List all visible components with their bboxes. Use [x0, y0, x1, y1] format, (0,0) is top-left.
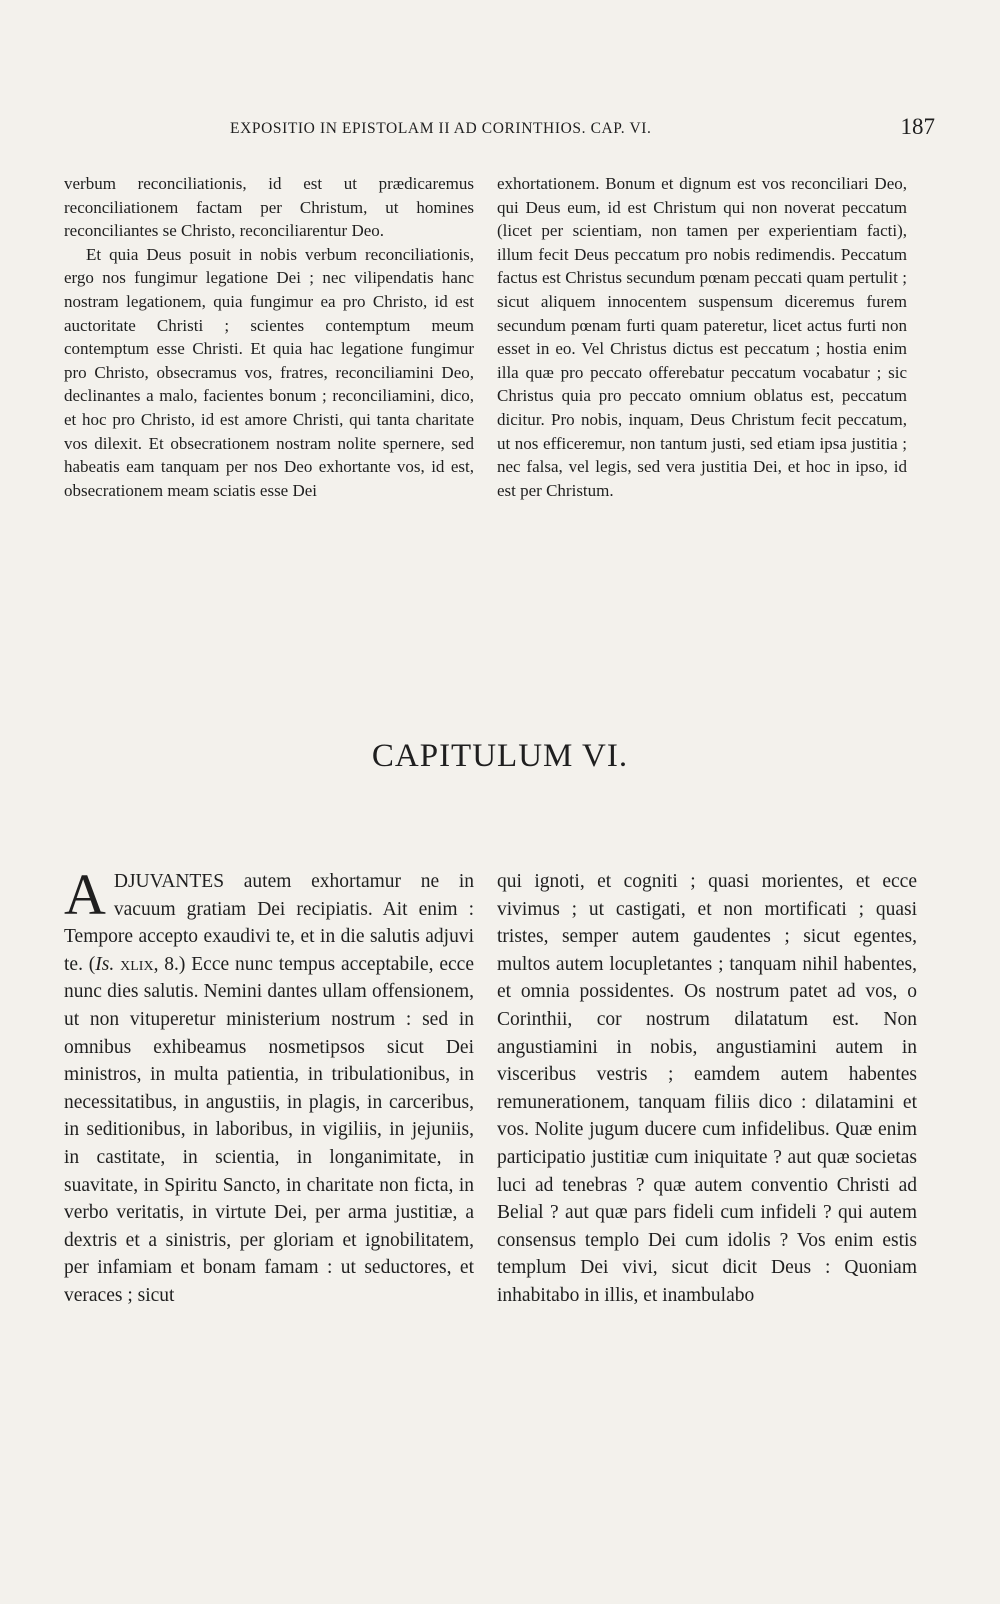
- commentary-paragraph: exhortationem. Bonum et dignum est vos reconciliari Deo, qui Deus eum, id est Christum qui non noverat peccatum (licet per scientiam, non tamen per experientiam facti), illum fecit Deus peccatum pro nobis redimendis. Peccatum factus est Christus secundum pœnam peccati quam pertulit ; sicut aliquem innocentem suspensum diceremus furem secundum pœnam furti quam pateretur, licet actus furti non esset in eo. Vel Christus dictus est peccatum ; hostia enim illa quæ pro peccato offerebatur peccatum vocabatur ; sic Christus quia pro peccato omnium oblatus est, peccatum dicitur. Pro nobis, inquam, Deus Christum fecit peccatum, ut nos efficeremur, non tantum justi, sed etiam ipsa justitia ; nec falsa, vel legis, sed vera justitia Dei, et hoc in ipso, id est per Christum.: [497, 174, 907, 500]
- running-title: EXPOSITIO IN EPISTOLAM II AD CORINTHIOS. CAP. VI.: [230, 120, 652, 137]
- commentary-column-right: [497, 172, 907, 502]
- scripture-text: , 8.) Ecce nunc tempus acceptabile, ecce nunc dies salutis. Nemini dantes ullam offensionem, ut non vituperetur ministerium nostrum : sed in omnibus exhibeamus nosmetipsos sicut Dei ministros, in multa patientia, in tribulationibus, in necessitatibus, in angustiis, in plagis, in carceribus, in seditionibus, in laboribus, in vigiliis, in jejuniis, in castitate, in scientia, in longanimitate, in suavitate, in Spiritu Sancto, in charitate non ficta, in verbo veritatis, in virtute Dei, per arma justitiæ, a dextris et a sinistris, per gloriam et ignobilitatem, per infamiam et bonam famam : ut seductores, et veraces ; sicut: [64, 953, 474, 1306]
- reference-book: Is.: [95, 953, 115, 975]
- scripture-column-left: [64, 862, 474, 1310]
- commentary-paragraph: Et quia Deus posuit in nobis verbum reconciliationis, ergo nos fungimur legatione Dei ; nec vilipendatis hanc nostram legationem, quia fungimur ea pro Christo, id est auctoritate Christi ; scientes contemptum meum contemptum esse Christi. Et quia hac legatione fungimur pro Christo, obsecramus vos, fratres, reconciliamini Deo, declinantes a malo, facientes bonum ; reconciliamini, dico, et hoc pro Christo, id est amore Christi, qui tanta charitate vos dilexit. Et obsecrationem nostram nolite spernere, sed habeatis eam tanquam per nos Deo exhortante vos, id est, obsecrationem meam sciatis esse Dei: [64, 244, 474, 500]
- page-number: 187: [900, 114, 935, 139]
- scripture-paragraph: qui ignoti, et cogniti ; quasi morientes, et ecce vivimus ; ut castigati, et non mortificati ; quasi tristes, semper autem gaudentes ; sicut egentes, multos autem locupletantes ; tanquam nihil habentes, et omnia possidentes. Os nostrum patet ad vos, o Corinthii, cor nostrum dilatatum est. Non angustiamini in nobis, angustiamini autem in visceribus vestris ; eamdem autem habentes remunerationem, tanquam filiis dico : dilatamini et vos. Nolite jugum ducere cum infidelibus. Quæ enim participatio justitiæ cum iniquitate ? aut quæ societas luci ad tenebras ? quæ autem conventio Christi ad Belial ? aut quæ pars fideli cum infideli ? qui autem consensus templo Dei cum idolis ? Vos enim estis templum Dei vivi, sicut dicit Deus : Quoniam inhabitabo in illis, et inambulabo: [497, 871, 917, 1306]
- chapter-heading: CAPITULUM VI.: [371, 738, 629, 774]
- scripture-text: autem exhortamur ne in vacuum gratiam Dei recipiatis. Ait enim : Tempore accepto exaudivi te, et in die salutis adjuvi te. (: [64, 871, 474, 975]
- scripture-paragraph: [64, 862, 474, 1310]
- commentary-paragraph: verbum reconciliationis, id est ut prædicaremus reconciliationem factam per Christum, ut homines reconciliantes se Christo, reconciliarentur Deo.: [64, 174, 474, 241]
- scripture-column-right: [497, 868, 917, 1310]
- commentary-column-left: [64, 172, 474, 502]
- reference-chapter: xlix: [120, 953, 154, 975]
- drop-cap: A: [64, 862, 106, 927]
- opening-word: DJUVANTES: [113, 871, 225, 892]
- running-header: [60, 114, 935, 148]
